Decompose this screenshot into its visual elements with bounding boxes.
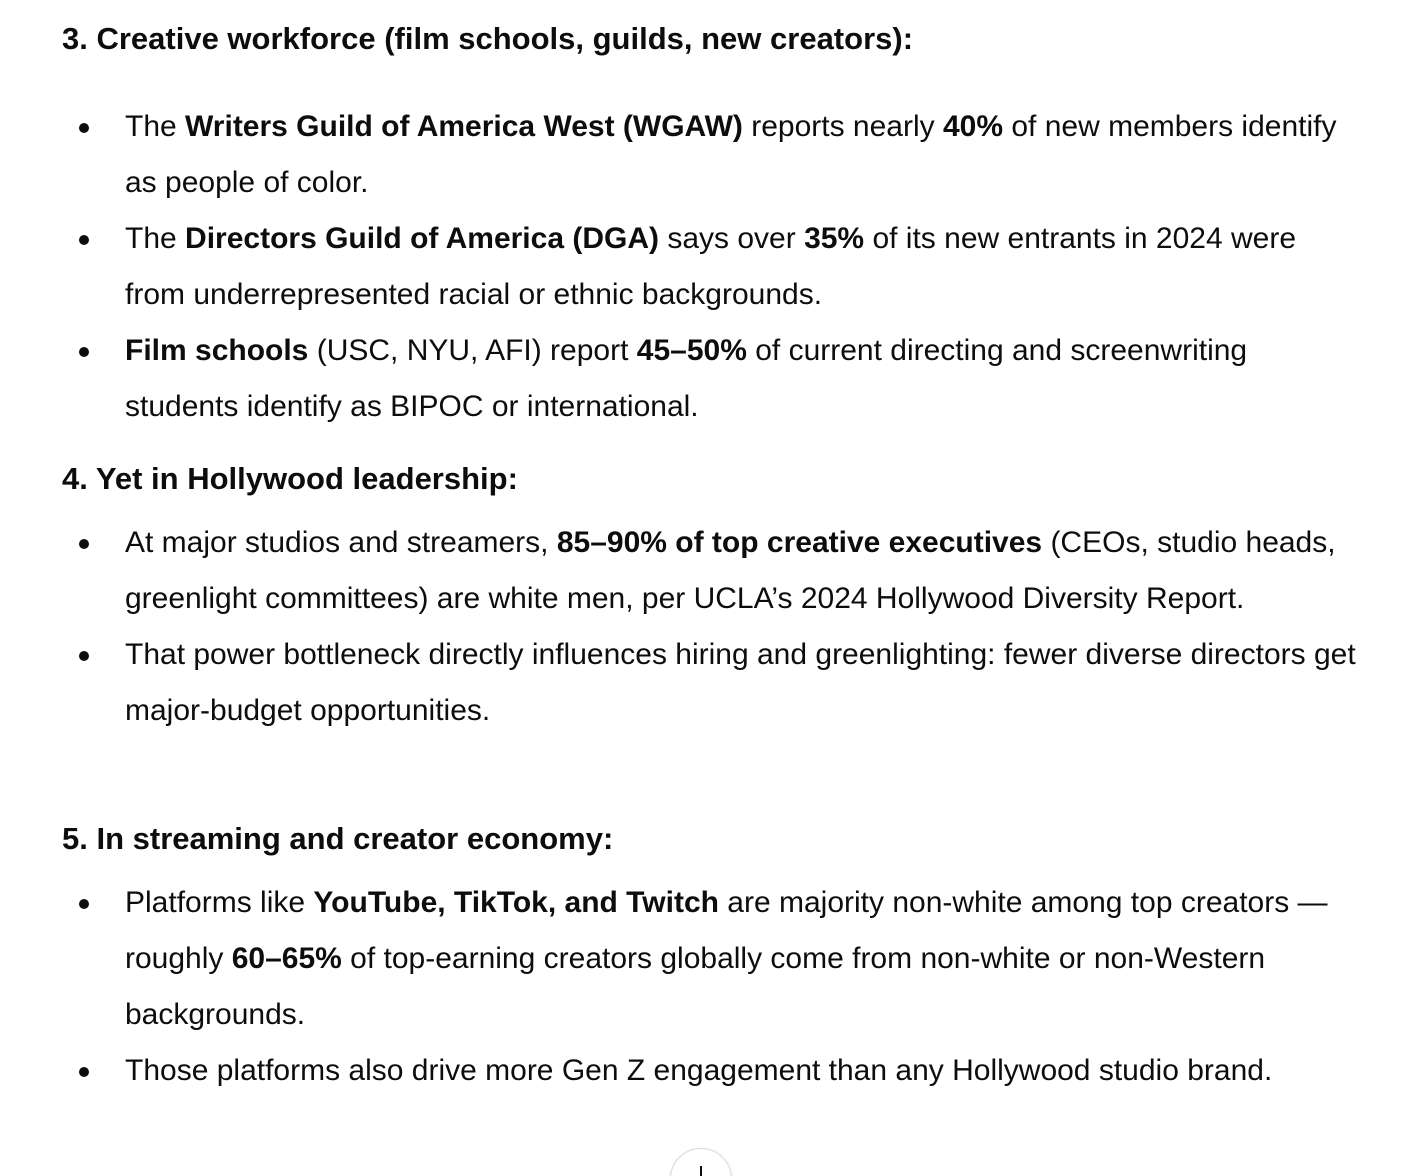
list-item: Those platforms also drive more Gen Z engagement than any Hollywood studio brand. (62, 1043, 1362, 1099)
scroll-to-bottom-button[interactable] (670, 1148, 732, 1176)
section-heading-4: 4. Yet in Hollywood leadership: (62, 461, 518, 496)
section-heading-3: 3. Creative workforce (film schools, guilds, new creators): (62, 21, 914, 56)
bullet-icon (79, 899, 89, 909)
bullet-list-3 (62, 99, 1362, 435)
list-item: The Writers Guild of America West (WGAW) reports nearly 40% of new members identify as people of color. (62, 99, 1362, 211)
bullet-icon (79, 235, 89, 245)
bullet-icon (79, 1067, 89, 1077)
list-item: At major studios and streamers, 85–90% of top creative executives (CEOs, studio heads, greenlight committees) are white men, per UCLA’s 2024 Hollywood Diversity Report. (62, 515, 1362, 627)
list-item: That power bottleneck directly influences hiring and greenlighting: fewer diverse directors get major-budget opportunities. (62, 627, 1362, 739)
bullet-list-4 (62, 515, 1362, 739)
bullet-icon (79, 651, 89, 661)
arrow-down-icon (700, 1166, 702, 1176)
section-heading-5: 5. In streaming and creator economy: (62, 821, 614, 856)
list-item: Platforms like YouTube, TikTok, and Twitch are majority non-white among top creators — roughly 60–65% of top-earning creators globally come from non-white or non-Western backgrounds. (62, 875, 1362, 1043)
bullet-icon (79, 539, 89, 549)
list-item: The Directors Guild of America (DGA) says over 35% of its new entrants in 2024 were from underrepresented racial or ethnic backgrounds. (62, 211, 1362, 323)
bullet-icon (79, 123, 89, 133)
list-item: Film schools (USC, NYU, AFI) report 45–50% of current directing and screenwriting students identify as BIPOC or international. (62, 323, 1362, 435)
bullet-list-5 (62, 875, 1362, 1099)
bullet-icon (79, 347, 89, 357)
